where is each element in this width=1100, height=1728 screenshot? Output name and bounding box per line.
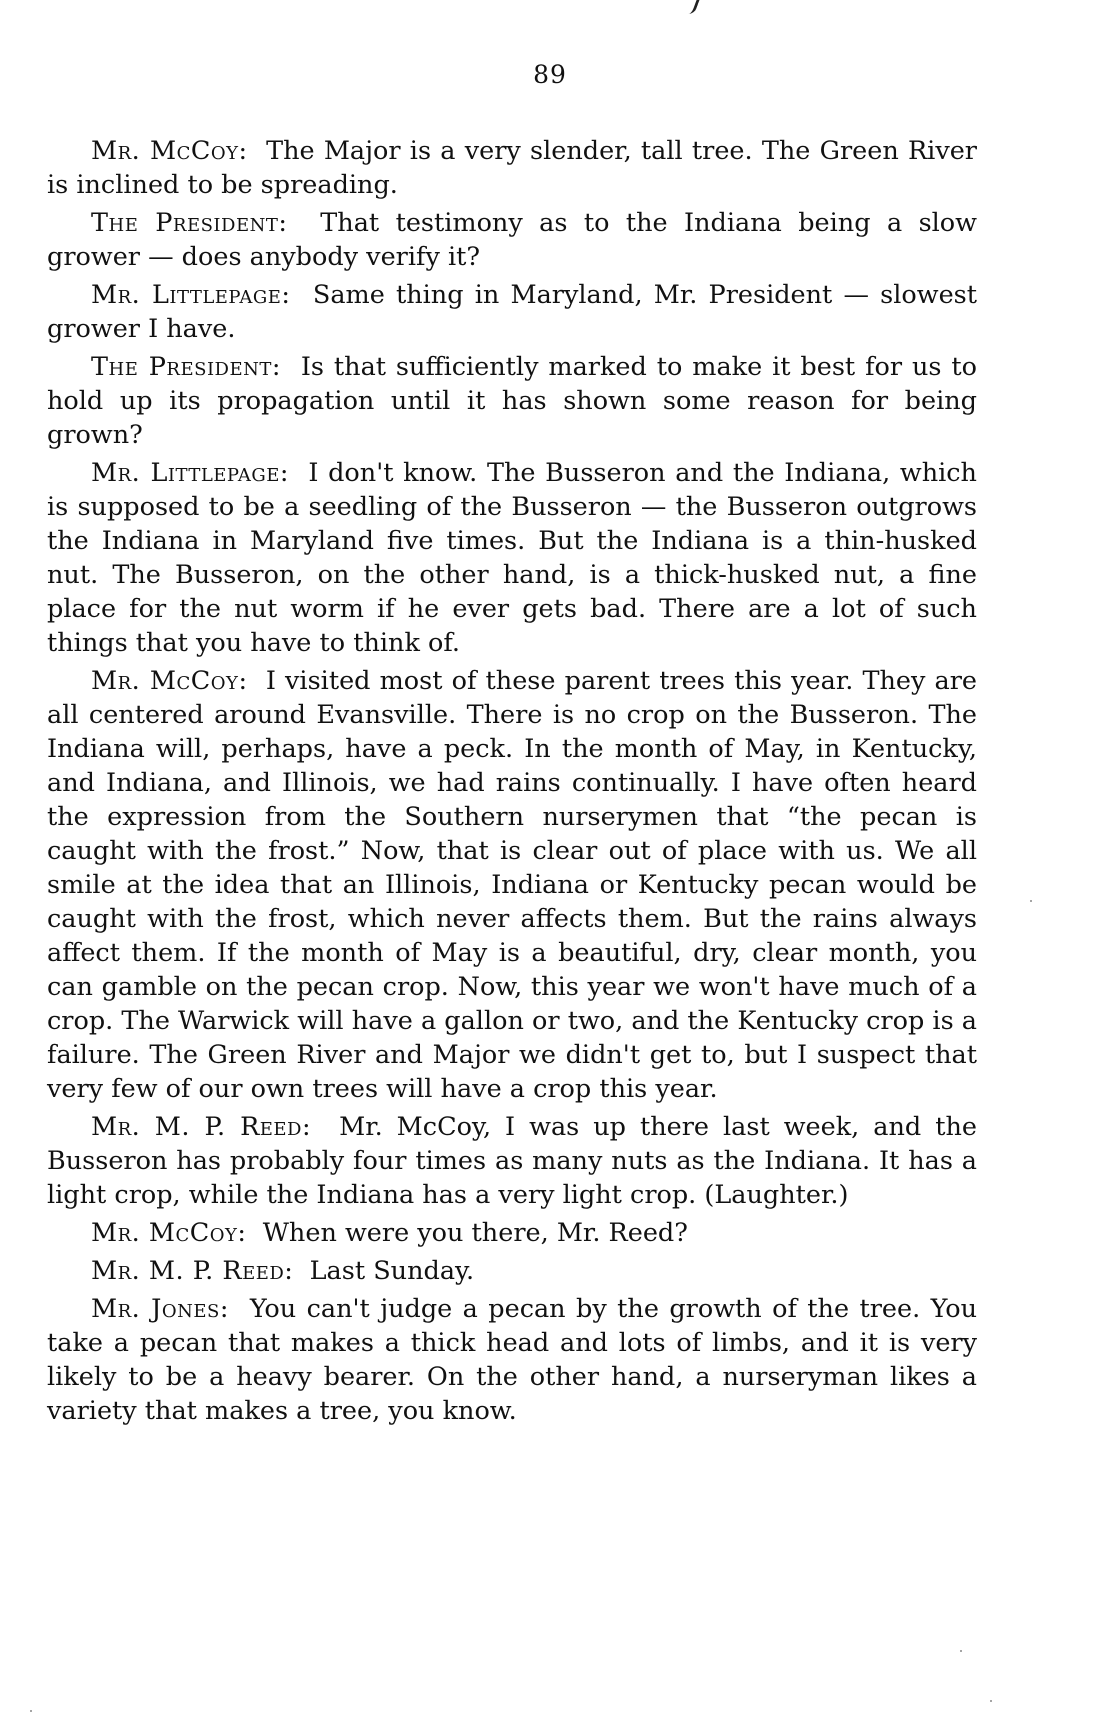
speech-paragraph [47,350,977,452]
speaker-name: Mr. McCoy: [91,666,248,696]
speaker-name: Mr. Jones: [91,1294,229,1324]
speaker-name: Mr. M. P. Reed: [91,1256,294,1286]
speech-paragraph [47,1292,977,1428]
speaker-name: The President: [91,352,281,382]
scan-speck [1030,900,1032,902]
speaker-name: Mr. McCoy: [91,1218,247,1248]
speech-paragraph [47,1254,977,1288]
speaker-name: Mr. M. P. Reed: [91,1112,312,1142]
speech-paragraph [47,134,977,202]
scan-speck [960,1650,962,1652]
speech-text: The Major is a very slender, tall tree. The Green River is inclined to be spreading. [47,136,977,200]
speech-paragraph [47,1110,977,1212]
speaker-name: Mr. Littlepage: [91,458,289,488]
speech-text: I don't know. The Busseron and the Indiana, which is supposed to be a seedling of the Busseron — the Busseron outgrows the Indiana in Maryland five times. But the Indiana is a thin-husked nut. The Busseron, on the other hand, is a thick-husked nut, a fine place for the nut worm if he ever gets bad. There are a lot of such things that you have to think of. [47,458,977,658]
speech-text: When were you there, Mr. Reed? [262,1218,688,1248]
speech-text: Same thing in Maryland, Mr. President — slowest grower I have. [47,280,977,344]
page-edge-mark [685,0,699,14]
speech-text: You can't judge a pecan by the growth of the tree. You take a pecan that makes a thick head and lots of limbs, and it is very likely to be a heavy bearer. On the other hand, a nurseryman likes a variety that makes a tree, you know. [47,1294,977,1426]
speech-text: That testimony as to the Indiana being a slow grower — does anybody verify it? [47,208,977,272]
speech-paragraph [47,664,977,1106]
scan-speck [30,1710,32,1712]
speaker-name: Mr. McCoy: [91,136,248,166]
transcript-body [47,134,977,1432]
scan-speck [990,1700,992,1702]
speech-text: Mr. McCoy, I was up there last week, and the Busseron has probably four times as many nuts as the Indiana. It has a light crop, while the Indiana has a very light crop. (Laughter.) [47,1112,977,1210]
speech-text: Is that sufficiently marked to make it best for us to hold up its propagation until it has shown some reason for being grown? [47,352,977,450]
speech-paragraph [47,1216,977,1250]
speech-paragraph [47,278,977,346]
speaker-name: The President: [91,208,288,238]
speaker-name: Mr. Littlepage: [91,280,291,310]
page-number: 89 [533,60,567,89]
speech-text: Last Sunday. [309,1256,475,1286]
speech-text: I visited most of these parent trees this year. They are all centered around Evansville. There is no crop on the Busseron. The Indiana will, perhaps, have a peck. In the month of May, in Kentucky, and Indiana, and Illinois, we had rains continually. I have often heard the expression from the Southern nurserymen that “the pecan is caught with the frost.” Now, that is clear out of place with us. We all smile at the idea that an Illinois, Indiana or Kentucky pecan would be caught with the frost, which never affects them. But the rains always affect them. If the month of May is a beautiful, dry, clear month, you can gamble on the pecan crop. Now, this year we won't have much of a crop. The Warwick will have a gallon or two, and the Kentucky crop is a failure. The Green River and Major we didn't get to, but I suspect that very few of our own trees will have a crop this year. [47,666,978,1104]
speech-paragraph [47,456,977,660]
speech-paragraph [47,206,977,274]
